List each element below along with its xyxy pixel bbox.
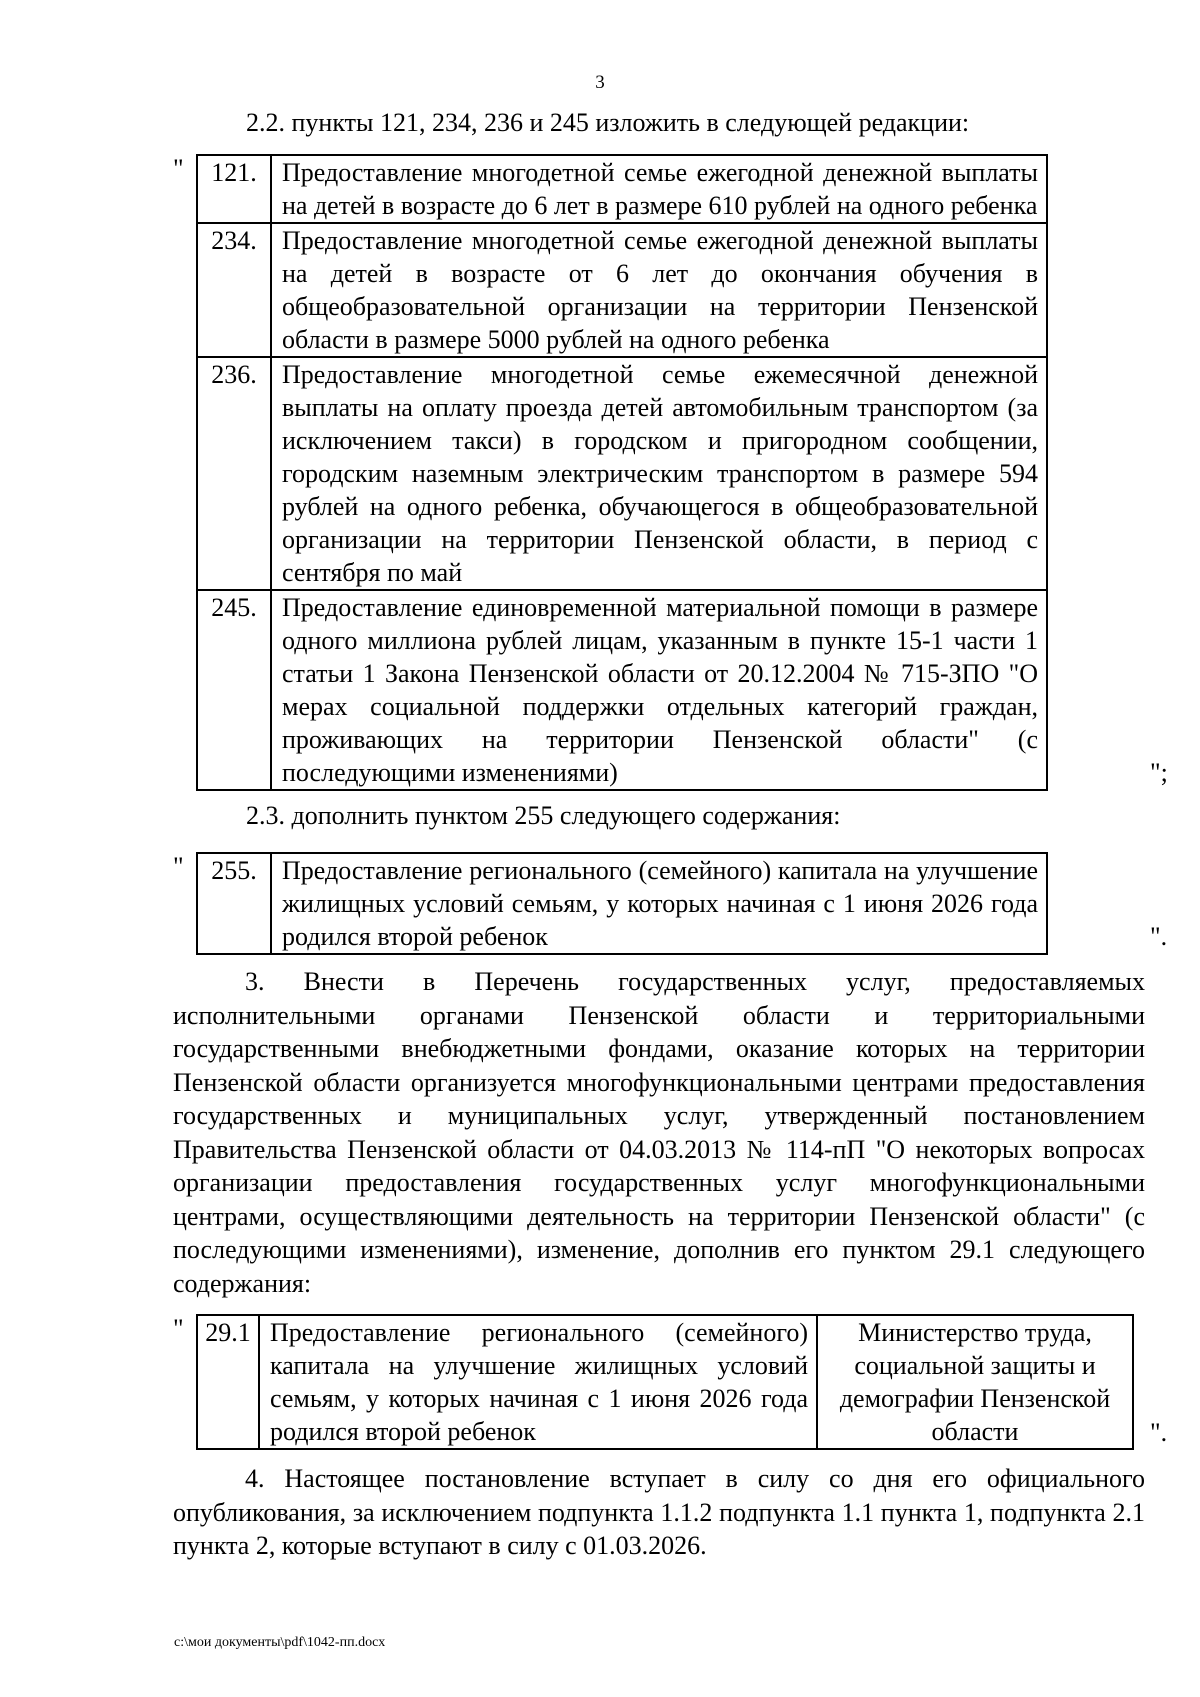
close-quote-2: ". [1150, 922, 1168, 951]
close-quote-3: ". [1150, 1418, 1168, 1447]
table-row [197, 155, 1047, 223]
table-items-1 [196, 154, 1048, 791]
item-text: Предоставление многодетной семье ежемесячной денежной выплаты на оплату проезда детей автомобильным транспортом (за исключением такси) в городском и пригородном сообщении, городским наземным электрическим транспортом в размере 594 рублей на одного ребенка, обучающегося в общеобразовательной организации на территории Пензенской области, в период с сентября по май [271, 357, 1047, 590]
item-text: Предоставление многодетной семье ежегодной денежной выплаты на детей в возрасте от 6 лет до окончания обучения в общеобразовательной организации на территории Пензенской области в размере 5000 рублей на одного ребенка [271, 223, 1047, 357]
open-quote-2: " [173, 852, 184, 881]
paragraph-2-3: 2.3. дополнить пунктом 255 следующего содержания: [246, 801, 841, 830]
item-text: Предоставление регионального (семейного) капитала на улучшение жилищных условий семьям, у которых начиная с 1 июня 2026 года родился второй ребенок [271, 853, 1047, 954]
close-quote-1: "; [1150, 758, 1168, 787]
table-row [197, 357, 1047, 590]
table-row [197, 590, 1047, 790]
item-text: Предоставление многодетной семье ежегодной денежной выплаты на детей в возрасте до 6 лет в размере 610 рублей на одного ребенка [271, 155, 1047, 223]
table-items-3 [196, 1314, 1134, 1450]
table-items-2 [196, 852, 1048, 955]
item-number: 121. [197, 155, 271, 223]
paragraph-2-2: 2.2. пункты 121, 234, 236 и 245 изложить в следующей редакции: [246, 108, 970, 137]
footer-file-path: c:\мои документы\pdf\1042-пп.docx [174, 1635, 386, 1650]
open-quote-1: " [173, 154, 184, 183]
item-text: Предоставление регионального (семейного) капитала на улучшение жилищных условий семьям, у которых начиная с 1 июня 2026 года родился второй ребенок [259, 1315, 817, 1449]
item-text: Предоставление единовременной материальной помощи в размере одного миллиона рублей лицам, указанным в пункте 15-1 части 1 статьи 1 Закона Пензенской области от 20.12.2004 № 715-ЗПО "О мерах социальной поддержки отдельных категорий граждан, проживающих на территории Пензенской области" (с последующими изменениями) [271, 590, 1047, 790]
item-number: 234. [197, 223, 271, 357]
paragraph-4: 4. Настоящее постановление вступает в силу со дня его официального опубликования, за исключением подпункта 1.1.2 подпункта 1.1 пункта 1, подпункта 2.1 пункта 2, которые вступают в силу с 01.03.2026. [173, 1464, 1145, 1560]
open-quote-3: " [173, 1314, 184, 1343]
item-number: 236. [197, 357, 271, 590]
table-row [197, 1315, 1133, 1449]
paragraph-3: 3. Внести в Перечень государственных услуг, предоставляемых исполнительными органами Пензенской области и территориальными государственными внебюджетными фондами, оказание которых на территории Пензенской области организуется многофункциональными центрами предоставления государственных и муниципальных услуг, утвержденный постановлением Правительства Пензенской области от 04.03.2013 № 114-пП "О некоторых вопросах организации предоставления государственных услуг многофункциональными центрами, осуществляющими деятельность на территории Пензенской области" (с последующими изменениями), изменение, дополнив его пунктом 29.1 следующего содержания: [173, 967, 1145, 1298]
item-number: 245. [197, 590, 271, 790]
table-row [197, 853, 1047, 954]
table-row [197, 223, 1047, 357]
item-organization: Министерство труда, социальной защиты и демографии Пензенской области [817, 1315, 1133, 1449]
item-number: 29.1 [197, 1315, 259, 1449]
page-number: 3 [595, 72, 605, 93]
item-number: 255. [197, 853, 271, 954]
